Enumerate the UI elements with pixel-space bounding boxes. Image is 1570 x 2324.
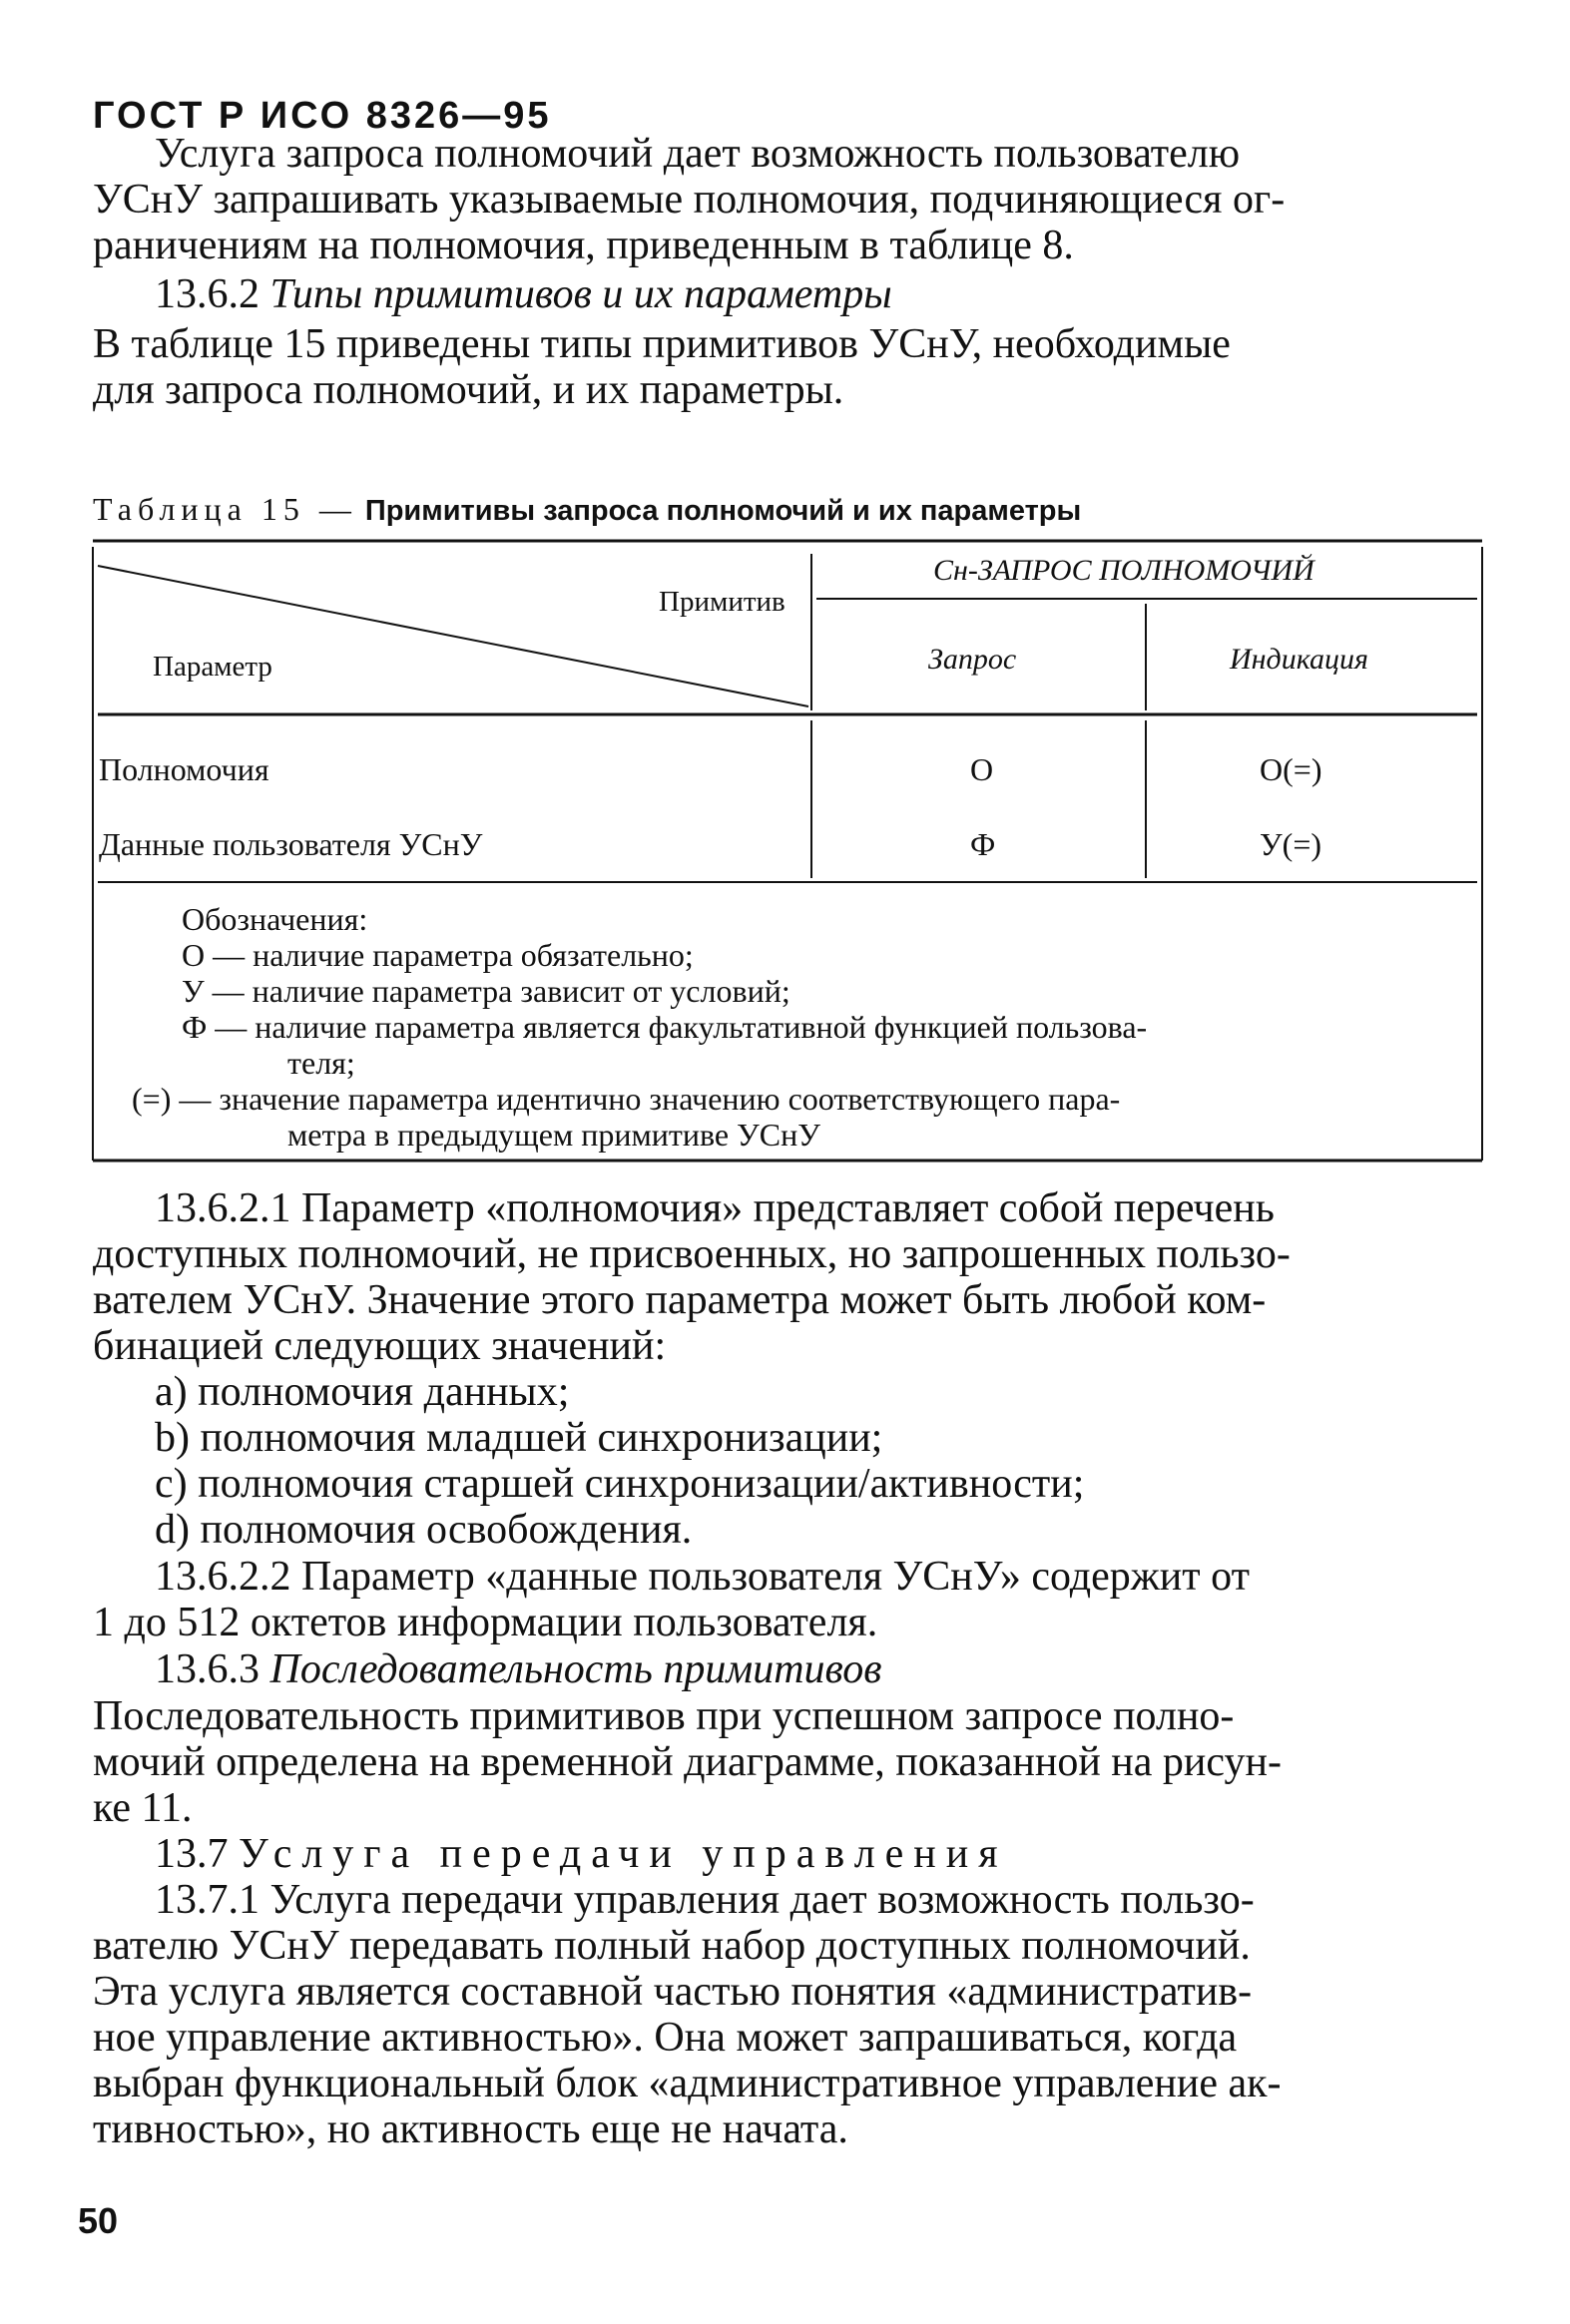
table-header-group: Сн-ЗАПРОС ПОЛНОМОЧИЙ xyxy=(933,554,1314,587)
table-row-1-parameter: Полномочия xyxy=(99,751,269,787)
table-note-line: У — наличие параметра зависит от условий; xyxy=(182,973,790,1009)
section-13-6-2-2-line-2: 1 до 512 октетов информации пользователя. xyxy=(93,1600,878,1645)
section-13-7-1-line-2: вателю УСнУ передавать полный набор доступных полномочий. xyxy=(93,1923,1251,1969)
section-number: 13.6.2 xyxy=(155,271,260,317)
list-item: a) полномочия данных; xyxy=(155,1369,570,1415)
section-13-6-2-line-2: для запроса полномочий, и их параметры. xyxy=(93,367,844,413)
section-title: Последовательность примитивов xyxy=(269,1646,882,1692)
section-13-6-2-heading xyxy=(155,271,892,317)
list-item: d) полномочия освобождения. xyxy=(155,1507,693,1553)
table-row-2-request: Ф xyxy=(970,826,996,862)
section-title: Типы примитивов и их параметры xyxy=(269,271,892,317)
intro-line-1: Услуга запроса полномочий дает возможность пользователю xyxy=(155,131,1241,177)
table-header-indication: Индикация xyxy=(1230,643,1368,676)
section-13-6-2-line-1: В таблице 15 приведены типы примитивов УСнУ, необходимые xyxy=(93,321,1231,367)
table-caption-title: Примитивы запроса полномочий и их параметры xyxy=(364,495,1082,527)
table-note-line: Ф — наличие параметра является факультативной функцией пользова- xyxy=(182,1009,1148,1045)
table-caption-label: Таблица 15 — xyxy=(93,491,357,527)
section-13-6-2-1-line-2: доступных полномочий, не присвоенных, но запрошенных пользо- xyxy=(93,1231,1291,1277)
table-row-1-request: О xyxy=(970,751,994,787)
section-13-7-1-line-1: 13.7.1 Услуга передачи управления дает возможность пользо- xyxy=(155,1877,1255,1923)
section-13-6-3-line-3: ке 11. xyxy=(93,1785,193,1831)
table-note-line: теля; xyxy=(287,1045,355,1081)
table-header-primitive: Примитив xyxy=(659,586,785,618)
section-number: 13.7 xyxy=(155,1831,229,1877)
section-13-6-3-heading xyxy=(155,1646,881,1692)
section-title: Услуга передачи управления xyxy=(239,1831,1008,1877)
table-caption xyxy=(93,491,1081,528)
section-13-6-2-1-line-3: вателем УСнУ. Значение этого параметра может быть любой ком- xyxy=(93,1277,1267,1323)
intro-line-3: раничениям на полномочия, приведенным в таблице 8. xyxy=(93,223,1074,268)
document-header: ГОСТ Р ИСО 8326—95 xyxy=(93,95,552,137)
section-13-6-2-1-line-1: 13.6.2.1 Параметр «полномочия» представляет собой перечень xyxy=(155,1185,1275,1231)
section-13-7-heading xyxy=(155,1831,1008,1877)
section-13-6-3-line-2: мочий определена на временной диаграмме, показанной на рисун- xyxy=(93,1739,1282,1785)
section-13-6-2-1-line-4: бинацией следующих значений: xyxy=(93,1323,667,1369)
section-number: 13.6.3 xyxy=(155,1646,260,1692)
table-note-line: (=) — значение параметра идентично значению соответствующего пара- xyxy=(132,1081,1121,1117)
section-13-7-1-line-3: Эта услуга является составной частью понятия «административ- xyxy=(93,1969,1253,2015)
page-number: 50 xyxy=(78,2200,119,2241)
list-item: b) полномочия младшей синхронизации; xyxy=(155,1415,883,1461)
table-note-line: метра в предыдущем примитиве УСнУ xyxy=(287,1117,820,1153)
table-header-request: Запрос xyxy=(928,643,1017,676)
table-row-2-parameter: Данные пользователя УСнУ xyxy=(99,826,483,862)
table-header-parameter: Параметр xyxy=(153,651,272,683)
section-13-7-1-line-4: ное управление активностью». Она может запрашиваться, когда xyxy=(93,2015,1238,2061)
section-13-6-2-2-line-1: 13.6.2.2 Параметр «данные пользователя УСнУ» содержит от xyxy=(155,1554,1250,1600)
intro-line-2: УСнУ запрашивать указываемые полномочия, подчиняющиеся ог- xyxy=(93,177,1286,223)
table-row-2-indication: У(=) xyxy=(1260,826,1322,862)
section-13-7-1-line-6: тивностью», но активность еще не начата. xyxy=(93,2106,848,2152)
table-row-1-indication: О(=) xyxy=(1260,751,1322,787)
section-13-7-1-line-5: выбран функциональный блок «административное управление ак- xyxy=(93,2061,1282,2106)
table-note-line: О — наличие параметра обязательно; xyxy=(182,937,694,973)
list-item: c) полномочия старшей синхронизации/активности; xyxy=(155,1461,1085,1507)
section-13-6-3-line-1: Последовательность примитивов при успешном запросе полно- xyxy=(93,1693,1235,1739)
table-notes-title: Обозначения: xyxy=(182,901,368,937)
